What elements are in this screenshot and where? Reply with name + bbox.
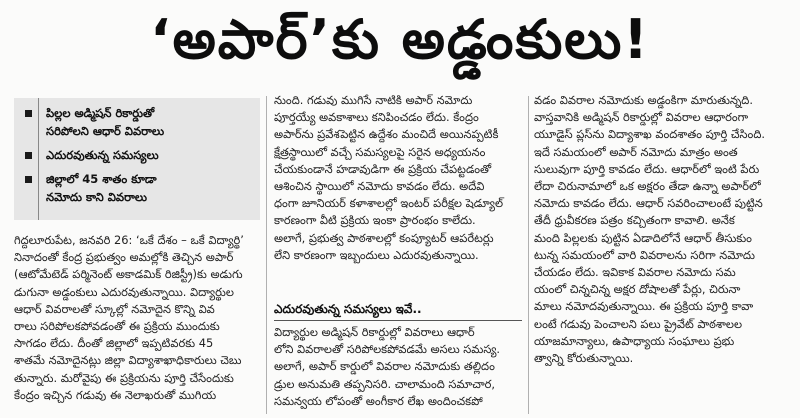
text-line: క్షేత్రస్థాయిలో వచ్చే సమస్యలపై సరైన అధ్యయనం (274, 144, 486, 159)
text-line: డుగునా అడ్డంకులు ఎదురవుతున్నాయి. విద్యార్థుల (14, 284, 234, 299)
text-line: త్వాన్ని కోరుతున్నాయి. (534, 351, 634, 366)
text-line: తేదీ ధ్రువీకరణ పత్రం కచ్చితంగా కావాలి. అనేక (534, 213, 735, 228)
text-line: అలాగే, ప్రభుత్వ పాఠశాలల్లో కంప్యూటర్ ఆపరేటర్లు (274, 230, 494, 245)
text-line: యూడైస్ ప్లస్‌ను విద్యాశాఖ వందశాతం పూర్తి చేసింది. (534, 127, 765, 142)
text-line: చేయడం లేదు. ఇవికాక వివరాల నమోదు సమ (534, 265, 736, 280)
headline: ‘అపార్’కు అడ్డంకులు! (150, 7, 650, 71)
article-column-2-top (274, 92, 522, 264)
subheading-divider (274, 320, 522, 321)
highlight-item (22, 104, 254, 140)
text-line: లంటే గడువు పెంచాలని పలు ప్రైవేట్ పాఠశాలల (534, 316, 743, 331)
highlight-line: జిల్లాలో 45 శాతం కూడా (46, 172, 157, 186)
text-line: టున్న సమయంలో వారి వివరాలను సరిగా నమోదు (534, 247, 755, 262)
square-bullet-icon (25, 152, 32, 159)
text-line: చేయకుండానే హడావుడిగా ఈ ప్రక్రియ చేపట్టడంతో (274, 161, 492, 176)
text-line: వాస్తవానికి అడ్మిషన్ రికార్డుల్లో వివరాల ఆధారంగా (534, 110, 749, 125)
highlight-text (46, 146, 159, 164)
subheading: ఎదురవుతున్న సమస్యలు ఇవే.. (274, 302, 422, 316)
text-line: సమన్వయ లోపంతో అంగీకార లేఖ అందించకపో (274, 393, 483, 408)
text-line: సులువుగా పూర్తి కావడం లేదు. ఆధార్‌లో ఇంటి పేరు (534, 161, 760, 176)
text-line: ఆశించిన స్థాయిలో నమోదు కావడం లేదు. అదేవి (274, 179, 485, 194)
text-line: రాలు సరిపోలకపోవడంతో ఈ ప్రక్రియ ముందుకు (14, 319, 220, 334)
square-bullet-icon (25, 176, 32, 183)
text-line: వడం వివరాల నమోదుకు అడ్డంకిగా మారుతున్నది. (534, 93, 753, 107)
highlights-box (14, 98, 260, 220)
highlight-text (46, 104, 164, 140)
text-line: యాజమాన్యాలు, ఉపాధ్యాయ సంఘాలు ప్రభు (534, 333, 735, 348)
text-line: ఆధార్ వివరాలతో స్కూల్లో నమోదైన కొన్ని వివ (14, 301, 215, 316)
text-line: యంలో చిన్నచిన్న అక్షర దోషాలతో పేర్లు, చిరునా (534, 282, 741, 297)
text-line: లేని కారణంగా ఇబ్బందులు ఎదురవుతున్నాయి. (274, 247, 479, 262)
column-divider (266, 96, 267, 414)
text-line: నినాదంతో కేంద్ర ప్రభుత్వం అమల్లోకి తెచ్చిన అపార్ (14, 250, 234, 265)
text-line: విద్యార్థుల అడ్మిషన్ రికార్డుల్లో వివరాలు ఆధార్ (274, 325, 475, 339)
text-line: గిద్దలూరుపేట, జనవరి 26: ‘ఒకే దేశం – ఒకే విద్యార్థి’ (14, 233, 244, 247)
highlight-item (22, 146, 254, 164)
highlight-line: సరిపోలని ఆధార్ వివరాలు (46, 124, 165, 138)
text-line: సాగడం లేదు. దీంతో జిల్లాలో ఇప్పటివరకు 45 (14, 336, 214, 351)
highlights-list (22, 104, 254, 206)
text-line: కేంద్రం ఇచ్చిన గడువు ఈ నెలాఖరుతో ముగియ (14, 387, 217, 402)
text-line: నుంది. గడువు ముగిసే నాటికి అపార్ నమోదు (274, 93, 473, 107)
text-line: (ఆటోమేటెడ్ పర్మినెంట్ అకాడమిక్ రిజిస్ట్రీ)కు అడుగు (14, 267, 243, 282)
text-line: కారణంగా వీటి ప్రక్రియ ఇంకా ప్రారంభం కాలేదు. (274, 213, 476, 228)
text-line: అలాగే, అపార్ కార్డులో వివరాల నమోదుకు తల్లిదం (274, 359, 495, 374)
article-column-2-bottom (274, 324, 522, 410)
text-line: తున్నారు. మరోవైపు ఈ ప్రక్రియను పూర్తి చేసేందుకు (14, 370, 234, 385)
highlight-line: నమోదు కాని వివరాలు (46, 190, 147, 204)
text-line: మాలు నమోదవుతున్నాయి. ఈ ప్రక్రియ పూర్తి కావా (534, 299, 754, 314)
text-line: మంది పిల్లలకు పుట్టిన ఏడాదిలోనే ఆధార్ తీసుకుం (534, 230, 752, 245)
highlight-line: ఎదురవుతున్న సమస్యలు (46, 148, 159, 162)
highlight-item (22, 170, 254, 206)
text-line: నమోదు కావడం లేదు. ఆధార్ సవరించాలంటే పుట్టిన (534, 196, 763, 211)
text-line: ధంగా జూనియర్ కళాశాలల్లో ఇంటర్ పరీక్షల షెడ్యూల్ (274, 196, 504, 211)
text-line: డ్రుల అనుమతి తప్పనిసరి. చాలామంది సమాచార, (274, 376, 496, 391)
text-line: లేదా చిరునామాలో ఒక అక్షరం తేడా ఉన్నా అపార్‌లో (534, 179, 761, 194)
square-bullet-icon (25, 110, 32, 117)
text-line: శాతమే నమోదైనట్లు జిల్లా విద్యాశాఖాధికారులు చెబు (14, 353, 242, 368)
article-column-1 (14, 232, 262, 404)
column-divider (528, 96, 529, 414)
text-line: లోని వివరాలతో సరిపోలకపోవడమే అసలు సమస్య. (274, 342, 501, 357)
highlight-line: పిల్లల అడ్మిషన్ రికార్డుతో (46, 106, 155, 120)
highlight-text (46, 170, 157, 206)
text-line: అపార్‌ను ప్రవేశపెట్టిన ఉద్దేశం మంచిదే అయినప్పటికీ (274, 127, 499, 142)
text-line: పూర్తయ్యే అవకాశాలు కనిపించడం లేదు. కేంద్రం (274, 110, 479, 125)
article-column-3 (534, 92, 786, 367)
text-line: ఇదే సమయంలో అపార్ నమోదు మాత్రం అంత (534, 144, 738, 159)
